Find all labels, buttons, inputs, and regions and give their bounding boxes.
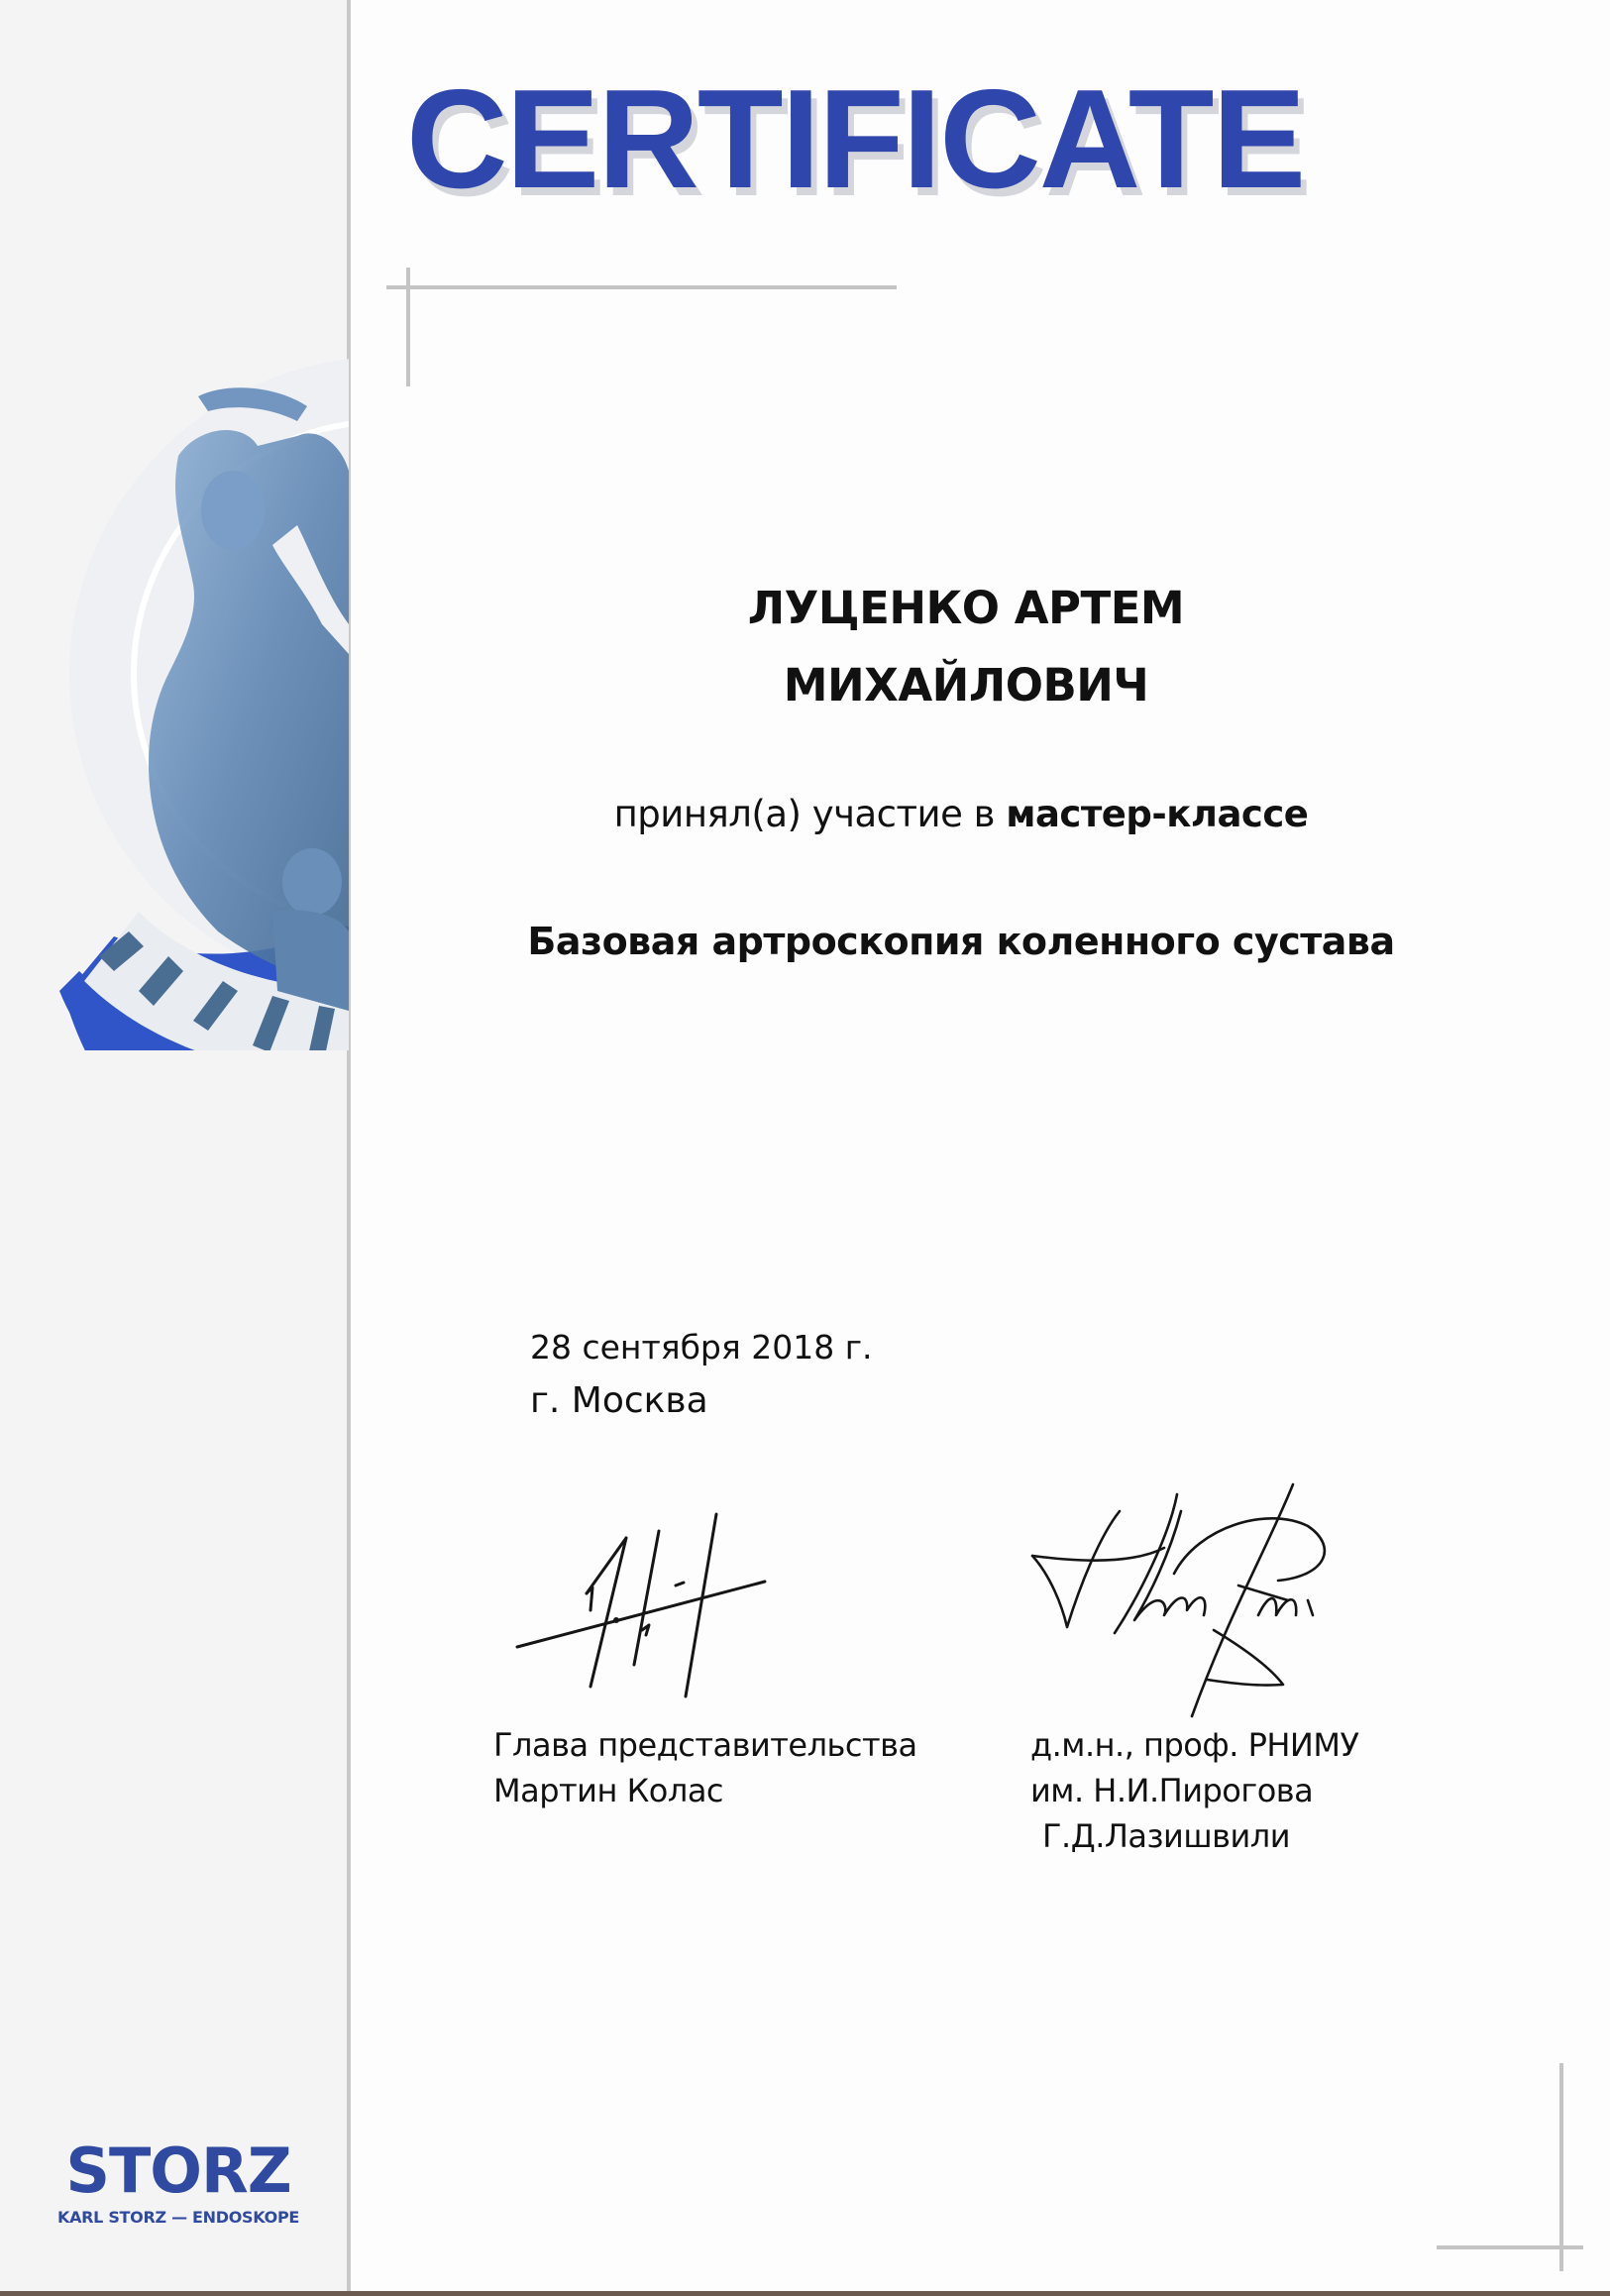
top-rule-horizontal (386, 285, 897, 289)
bottom-rule-horizontal (1437, 2245, 1583, 2249)
signatory-left-title: Глава представительства (493, 1726, 917, 1764)
signatory-right-degree: д.м.н., проф. РНИМУ (1030, 1726, 1359, 1764)
participation-prefix: принял(а) участие в (613, 793, 1007, 835)
signature-left (476, 1467, 971, 1724)
event-type: мастер-классе (1006, 793, 1309, 835)
photo-bottom-edge (0, 2291, 1610, 2296)
recipient-name-line2: МИХАЙЛОВИЧ (783, 659, 1149, 711)
participation-statement (555, 793, 1367, 835)
signature-right (1011, 1467, 1367, 1724)
top-rule-vertical (406, 268, 410, 386)
signatory-right (1030, 1722, 1358, 1859)
recipient-name-line1: ЛУЦЕНКО АРТЕМ (747, 582, 1185, 634)
issue-date: 28 сентября 2018 г. (530, 1328, 873, 1367)
logo-subtitle: KARL STORZ — ENDOSKOPE (56, 2208, 300, 2227)
signatory-left (493, 1722, 917, 1813)
statue-illustration (59, 297, 349, 1050)
karl-storz-logo (54, 2134, 302, 2227)
signatory-right-name: Г.Д.Лазишвили (1042, 1817, 1291, 1855)
course-title: Базовая артроскопия коленного сустава (527, 920, 1395, 963)
issue-city: г. Москва (530, 1380, 708, 1421)
recipient-name (594, 570, 1338, 724)
bottom-rule-vertical (1559, 2063, 1563, 2271)
signatory-right-institution: им. Н.И.Пирогова (1030, 1772, 1314, 1809)
certificate-title: CERTIFICATE (406, 60, 1305, 218)
signatory-left-name: Мартин Колас (493, 1772, 724, 1809)
logo-wordmark: STORZ (65, 2134, 291, 2207)
